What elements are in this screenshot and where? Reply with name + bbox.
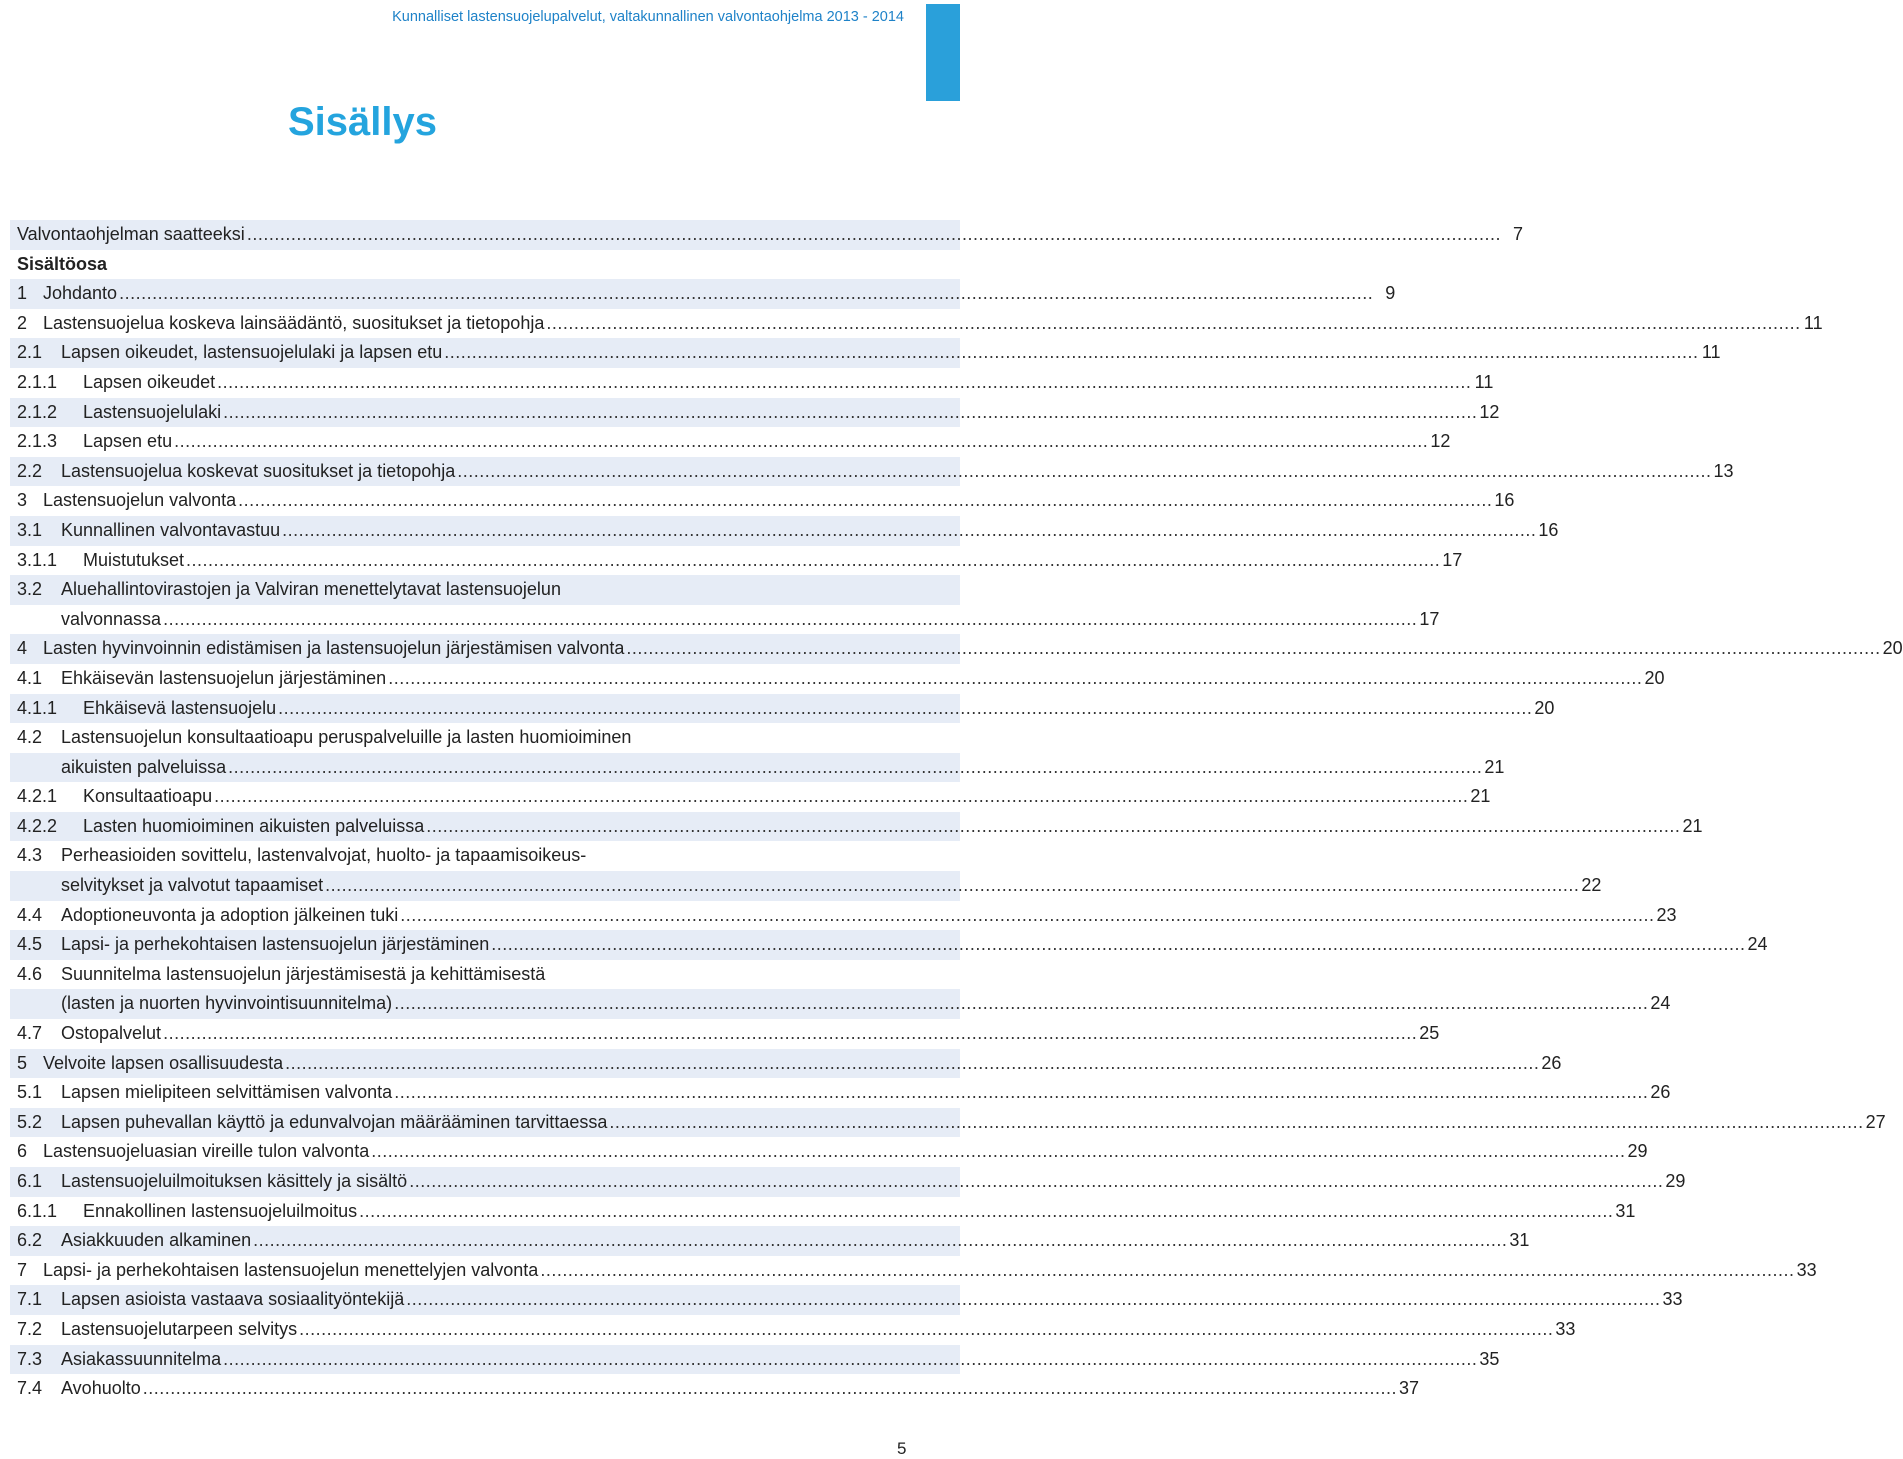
toc-entry-number: 2.1.1 bbox=[17, 371, 58, 392]
toc-entry-number: 5.1 bbox=[17, 1082, 43, 1103]
toc-entry-page: 29 bbox=[1665, 1171, 1686, 1191]
toc-leader-dots bbox=[223, 1345, 1477, 1375]
toc-entry-title: Lapsen mielipiteen selvittämisen valvonta bbox=[61, 1082, 393, 1103]
toc-entry[interactable] bbox=[10, 812, 1703, 842]
toc-entry-line bbox=[17, 605, 1440, 635]
toc-entry-page: 21 bbox=[1470, 786, 1491, 807]
toc-leader-dots bbox=[278, 694, 1532, 724]
toc-entry-page: 33 bbox=[1796, 1259, 1817, 1280]
toc-entry-title: valvonnassa bbox=[61, 608, 162, 629]
toc-entry-number: 6.2 bbox=[17, 1230, 43, 1251]
toc-entry-line bbox=[17, 812, 1703, 842]
toc-entry[interactable] bbox=[10, 1137, 1648, 1167]
toc-entry[interactable] bbox=[10, 427, 1451, 457]
toc-entry[interactable] bbox=[10, 457, 1734, 487]
toc-leader-dots bbox=[325, 871, 1579, 901]
toc-entry-title: Lastensuojelutarpeen selvitys bbox=[61, 1318, 298, 1339]
toc-entry-page: 31 bbox=[1509, 1230, 1530, 1251]
toc-entry-title: Lapsen oikeudet, lastensuojelulaki ja lapsen etu bbox=[61, 342, 443, 363]
toc-entry-title: Suunnitelma lastensuojelun järjestämisestä ja kehittämisestä bbox=[61, 963, 546, 984]
toc-entry-page: 9 bbox=[1385, 283, 1396, 304]
table-of-contents bbox=[10, 220, 1903, 1404]
toc-leader-dots bbox=[143, 1374, 1397, 1404]
toc-entry-line bbox=[17, 575, 750, 605]
toc-entry[interactable] bbox=[10, 279, 1396, 309]
toc-entry-line bbox=[17, 901, 1677, 931]
toc-entry-title: Lapsi- ja perhekohtaisen lastensuojelun järjestäminen bbox=[61, 934, 490, 955]
toc-entry-line bbox=[17, 871, 1602, 901]
toc-entry-page: 20 bbox=[1534, 697, 1555, 718]
toc-leader-dots bbox=[394, 989, 1648, 1019]
toc-entry[interactable] bbox=[10, 338, 1721, 368]
toc-entry-title: (lasten ja nuorten hyvinvointisuunnitelma) bbox=[61, 993, 393, 1014]
toc-entry-title: Ennakollinen lastensuojeluilmoitus bbox=[83, 1200, 358, 1221]
toc-entry-title: Johdanto bbox=[43, 283, 118, 304]
toc-entry[interactable] bbox=[10, 220, 1524, 250]
toc-leader-dots bbox=[247, 220, 1501, 250]
toc-entry-number: 3.2 bbox=[17, 579, 43, 600]
toc-entry-line bbox=[17, 338, 1721, 368]
toc-entry-page: 35 bbox=[1479, 1348, 1500, 1369]
toc-leader-dots bbox=[163, 1019, 1417, 1049]
toc-entry-page: 21 bbox=[1682, 815, 1703, 836]
toc-entry-page: 11 bbox=[1474, 371, 1494, 392]
toc-entry-number: 2.2 bbox=[17, 460, 43, 481]
toc-entry[interactable] bbox=[10, 546, 1463, 576]
toc-entry-line bbox=[17, 279, 1396, 309]
toc-entry-title: Kunnallinen valvontavastuu bbox=[61, 519, 281, 540]
toc-entry-number: 2.1 bbox=[17, 342, 43, 363]
toc-entry-number: 7 bbox=[17, 1259, 28, 1280]
toc-leader-dots bbox=[228, 753, 1482, 783]
toc-entry-line bbox=[17, 1108, 1886, 1138]
toc-entry[interactable] bbox=[10, 1226, 1530, 1256]
toc-entry-title: Valvontaohjelman saatteeksi bbox=[17, 224, 245, 244]
toc-entry-title: Lapsen asioista vastaava sosiaalityöntekijä bbox=[61, 1289, 405, 1310]
toc-entry-page: 37 bbox=[1398, 1378, 1419, 1399]
toc-entry-title: Perheasioiden sovittelu, lastenvalvojat, huolto- ja tapaamisoikeus- bbox=[61, 845, 587, 866]
toc-entry-number: 3.1.1 bbox=[17, 549, 58, 570]
toc-entry-number: 7.1 bbox=[17, 1289, 43, 1310]
toc-leader-dots bbox=[299, 1315, 1553, 1345]
toc-entry-title: Lapsi- ja perhekohtaisen lastensuojelun menettelyjen valvonta bbox=[43, 1259, 539, 1280]
toc-entry-number: 7.4 bbox=[17, 1378, 43, 1399]
toc-entry-number: 2.1.3 bbox=[17, 431, 58, 452]
toc-entry-line bbox=[17, 989, 1671, 1019]
toc-entry-title: Ostopalvelut bbox=[61, 1023, 162, 1044]
toc-entry-title: Lastensuojeluilmoituksen käsittely ja sisältö bbox=[61, 1171, 408, 1191]
toc-entry-line bbox=[17, 1374, 1419, 1404]
toc-entry[interactable] bbox=[10, 841, 960, 871]
toc-entry-line bbox=[17, 250, 750, 280]
toc-leader-dots bbox=[444, 338, 1698, 368]
toc-entry-title: Ehkäisevä lastensuojelu bbox=[83, 697, 277, 718]
toc-leader-dots bbox=[457, 457, 1711, 487]
toc-entry-line bbox=[17, 1345, 1500, 1375]
toc-entry-line bbox=[17, 368, 1494, 398]
toc-entry-number: 6 bbox=[17, 1141, 28, 1162]
toc-entry-line bbox=[17, 841, 750, 871]
toc-entry[interactable] bbox=[10, 309, 1823, 339]
toc-entry-page: 26 bbox=[1650, 1082, 1671, 1103]
toc-entry-line bbox=[17, 723, 750, 753]
toc-entry-line bbox=[17, 930, 1768, 960]
toc-entry-title: Lasten hyvinvoinnin edistämisen ja lastensuojelun järjestämisen valvonta bbox=[43, 638, 625, 659]
page-title: Sisällys bbox=[288, 100, 438, 144]
toc-entry-page: 11 bbox=[1701, 342, 1721, 363]
toc-entry[interactable] bbox=[10, 1315, 1576, 1345]
toc-entry-number: 4.5 bbox=[17, 934, 43, 955]
corner-accent-bar bbox=[926, 4, 960, 101]
toc-entry-title: Lastensuojeluasian vireille tulon valvonta bbox=[43, 1141, 370, 1162]
toc-entry-page: 20 bbox=[1644, 667, 1665, 688]
toc-entry-line bbox=[17, 1197, 1636, 1227]
toc-entry-page: 25 bbox=[1419, 1023, 1440, 1044]
toc-entry[interactable] bbox=[10, 930, 1768, 960]
toc-entry[interactable] bbox=[10, 1108, 1886, 1138]
toc-entry[interactable] bbox=[10, 871, 1602, 901]
toc-entry-number: 5.2 bbox=[17, 1111, 43, 1132]
toc-entry-number: 4 bbox=[17, 638, 28, 659]
toc-entry[interactable] bbox=[10, 1019, 1440, 1049]
toc-entry[interactable] bbox=[10, 694, 1555, 724]
toc-leader-dots bbox=[359, 1197, 1613, 1227]
toc-entry-number: 3.1 bbox=[17, 519, 43, 540]
toc-entry-title: Lastensuojelua koskevat suositukset ja tietopohja bbox=[61, 460, 456, 481]
toc-entry-line bbox=[17, 1315, 1576, 1345]
toc-entry[interactable] bbox=[10, 605, 1440, 635]
toc-entry-number: 4.2 bbox=[17, 727, 43, 748]
toc-entry-title: Avohuolto bbox=[61, 1378, 141, 1399]
toc-entry-page: 23 bbox=[1656, 904, 1677, 925]
toc-entry-title: Lapsen etu bbox=[83, 431, 173, 452]
toc-entry-title: Lastensuojelun valvonta bbox=[43, 490, 237, 511]
toc-leader-dots bbox=[163, 605, 1417, 635]
toc-entry-title: Lastensuojelulaki bbox=[83, 401, 222, 422]
toc-entry-line bbox=[17, 634, 1903, 664]
toc-entry[interactable] bbox=[10, 664, 1665, 694]
toc-leader-dots bbox=[409, 1167, 1663, 1197]
toc-entry-number: 4.2.2 bbox=[17, 815, 58, 836]
toc-entry-line bbox=[17, 516, 1559, 546]
toc-entry[interactable] bbox=[10, 1078, 1671, 1108]
toc-entry-title: Velvoite lapsen osallisuudesta bbox=[43, 1052, 284, 1073]
toc-entry-title: Muistutukset bbox=[83, 549, 185, 570]
toc-entry-line bbox=[17, 486, 1515, 516]
toc-entry[interactable] bbox=[10, 1197, 1636, 1227]
toc-entry-number: 4.6 bbox=[17, 963, 43, 984]
toc-entry-title: Asiakassuunnitelma bbox=[61, 1348, 222, 1369]
toc-entry-page: 27 bbox=[1865, 1111, 1886, 1132]
toc-leader-dots bbox=[491, 930, 1745, 960]
toc-entry-title: aikuisten palveluissa bbox=[61, 756, 227, 777]
toc-entry-number: 5 bbox=[17, 1052, 28, 1073]
toc-entry-number: 7.3 bbox=[17, 1348, 43, 1369]
toc-entry-page: 24 bbox=[1650, 993, 1671, 1014]
toc-entry-number: 6.1 bbox=[17, 1171, 43, 1191]
toc-entry-page: 16 bbox=[1538, 519, 1559, 540]
toc-leader-dots bbox=[119, 279, 1373, 309]
toc-entry-line bbox=[17, 546, 1463, 576]
toc-entry[interactable] bbox=[10, 723, 960, 753]
toc-entry[interactable] bbox=[10, 575, 960, 605]
toc-entry-number: 4.3 bbox=[17, 845, 43, 866]
toc-entry[interactable] bbox=[10, 989, 1671, 1019]
toc-entry-line bbox=[17, 1137, 1648, 1167]
toc-leader-dots bbox=[223, 398, 1477, 428]
toc-entry-number: 3 bbox=[17, 490, 28, 511]
toc-entry[interactable] bbox=[10, 1256, 1817, 1286]
toc-entry-page: 11 bbox=[1803, 312, 1823, 333]
toc-entry-title: Adoptioneuvonta ja adoption jälkeinen tuki bbox=[61, 904, 399, 925]
toc-entry[interactable] bbox=[10, 901, 1677, 931]
toc-entry-page: 29 bbox=[1627, 1141, 1648, 1162]
toc-entry-page: 12 bbox=[1479, 401, 1500, 422]
toc-entry-page: 16 bbox=[1494, 490, 1515, 511]
toc-entry-line bbox=[17, 664, 1665, 694]
toc-entry-page: 31 bbox=[1615, 1200, 1636, 1221]
toc-entry[interactable] bbox=[10, 516, 1559, 546]
toc-leader-dots bbox=[186, 546, 1440, 576]
toc-entry-title: Lastensuojelun konsultaatioapu peruspalveluille ja lasten huomioiminen bbox=[61, 727, 632, 748]
toc-leader-dots bbox=[388, 664, 1642, 694]
toc-entry-number: 4.4 bbox=[17, 904, 43, 925]
toc-entry-number: 1 bbox=[17, 283, 28, 304]
toc-entry-page: 26 bbox=[1541, 1052, 1562, 1073]
toc-entry-page: 7 bbox=[1513, 224, 1524, 244]
toc-entry[interactable] bbox=[10, 753, 1505, 783]
toc-entry-page: 33 bbox=[1662, 1289, 1683, 1310]
toc-entry-title: Ehkäisevän lastensuojelun järjestäminen bbox=[61, 667, 387, 688]
toc-entry-number: 7.2 bbox=[17, 1318, 43, 1339]
toc-entry-number: 4.1 bbox=[17, 667, 43, 688]
toc-entry-number: 4.1.1 bbox=[17, 697, 58, 718]
toc-leader-dots bbox=[406, 1285, 1660, 1315]
toc-entry-title: Lasten huomioiminen aikuisten palveluissa bbox=[83, 815, 425, 836]
toc-entry-line bbox=[17, 1078, 1671, 1108]
toc-leader-dots bbox=[214, 782, 1468, 812]
toc-entry-number: 4.2.1 bbox=[17, 786, 58, 807]
toc-entry-line bbox=[17, 1167, 1686, 1197]
toc-entry-page: 33 bbox=[1555, 1318, 1576, 1339]
toc-entry[interactable] bbox=[10, 634, 1903, 664]
toc-entry-title: Sisältöosa bbox=[17, 253, 108, 274]
toc-entry-page: 13 bbox=[1713, 460, 1734, 481]
toc-entry[interactable] bbox=[10, 1285, 1683, 1315]
toc-entry-line bbox=[17, 1049, 1562, 1079]
toc-entry-line bbox=[17, 1019, 1440, 1049]
toc-entry-number: 2.1.2 bbox=[17, 401, 58, 422]
toc-entry-number: 6.1.1 bbox=[17, 1200, 58, 1221]
toc-entry[interactable] bbox=[10, 1345, 1500, 1375]
toc-leader-dots bbox=[400, 901, 1654, 931]
toc-leader-dots bbox=[285, 1049, 1539, 1079]
toc-leader-dots bbox=[626, 634, 1880, 664]
toc-entry-line bbox=[17, 457, 1734, 487]
toc-entry-line bbox=[17, 753, 1505, 783]
toc-entry-title: Lastensuojelua koskeva lainsäädäntö, suositukset ja tietopohja bbox=[43, 312, 545, 333]
toc-entry-line bbox=[17, 1226, 1530, 1256]
toc-leader-dots bbox=[371, 1137, 1625, 1167]
toc-entry-line bbox=[17, 220, 1524, 250]
toc-leader-dots bbox=[540, 1256, 1794, 1286]
toc-entry-page: 12 bbox=[1430, 431, 1451, 452]
page-number: 5 bbox=[897, 1439, 907, 1458]
toc-entry-page: 17 bbox=[1419, 608, 1440, 629]
toc-entry[interactable] bbox=[10, 486, 1515, 516]
toc-entry-number: 2 bbox=[17, 312, 28, 333]
toc-entry-title: Lapsen puhevallan käyttö ja edunvalvojan määrääminen tarvittaessa bbox=[61, 1111, 608, 1132]
toc-entry-page: 20 bbox=[1882, 638, 1903, 659]
running-header: Kunnalliset lastensuojelupalvelut, valtakunnallinen valvontaohjelma 2013 - 2014 bbox=[392, 9, 904, 25]
toc-entry-number: 4.7 bbox=[17, 1023, 43, 1044]
toc-leader-dots bbox=[282, 516, 1536, 546]
toc-leader-dots bbox=[253, 1226, 1507, 1256]
toc-entry[interactable] bbox=[10, 1049, 1562, 1079]
toc-leader-dots bbox=[174, 427, 1428, 457]
toc-entry-title: Aluehallintovirastojen ja Valviran menettelytavat lastensuojelun bbox=[61, 579, 561, 600]
toc-entry-title: selvitykset ja valvotut tapaamiset bbox=[61, 875, 324, 896]
toc-entry-line bbox=[17, 1256, 1817, 1286]
toc-leader-dots bbox=[217, 368, 1471, 398]
toc-entry-title: Konsultaatioapu bbox=[83, 786, 213, 807]
toc-leader-dots bbox=[394, 1078, 1648, 1108]
toc-leader-dots bbox=[426, 812, 1680, 842]
toc-entry-title: Lapsen oikeudet bbox=[83, 371, 216, 392]
toc-entry[interactable] bbox=[10, 250, 960, 280]
toc-entry[interactable] bbox=[10, 1167, 1686, 1197]
toc-leader-dots bbox=[238, 486, 1492, 516]
toc-entry[interactable] bbox=[10, 1374, 1419, 1404]
toc-entry-title: Asiakkuuden alkaminen bbox=[61, 1230, 252, 1251]
toc-entry-page: 24 bbox=[1747, 934, 1768, 955]
toc-entry-page: 21 bbox=[1484, 756, 1505, 777]
toc-entry-line bbox=[17, 309, 1823, 339]
toc-entry-line bbox=[17, 1285, 1683, 1315]
toc-entry[interactable] bbox=[10, 960, 960, 990]
toc-entry-page: 17 bbox=[1442, 549, 1463, 570]
toc-entry-line bbox=[17, 694, 1555, 724]
toc-entry[interactable] bbox=[10, 398, 1500, 428]
toc-entry-line bbox=[17, 782, 1491, 812]
toc-entry[interactable] bbox=[10, 782, 1491, 812]
toc-entry-line bbox=[17, 427, 1451, 457]
toc-entry-page: 22 bbox=[1581, 875, 1602, 896]
toc-entry-line bbox=[17, 398, 1500, 428]
toc-leader-dots bbox=[546, 309, 1800, 339]
toc-entry-line bbox=[17, 960, 750, 990]
toc-entry[interactable] bbox=[10, 368, 1494, 398]
toc-leader-dots bbox=[609, 1108, 1863, 1138]
